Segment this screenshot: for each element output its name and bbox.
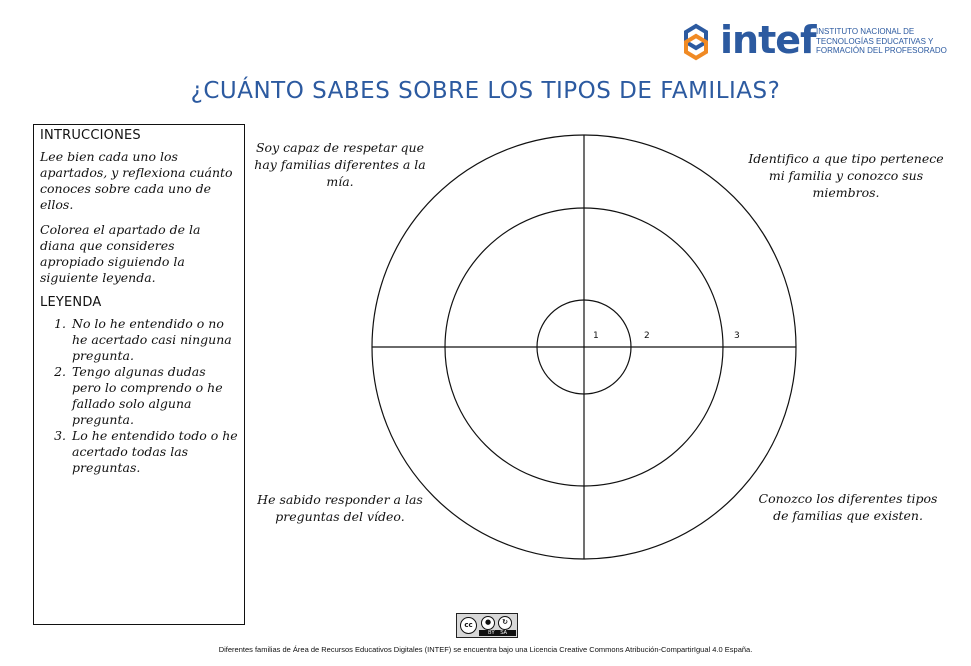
logo-brand: intef (720, 18, 816, 62)
cc-license-badge[interactable] (456, 613, 518, 638)
instructions-heading: INTRUCCIONES (40, 128, 141, 143)
cc-badge-bar (479, 630, 516, 636)
logo-line: TECNOLOGÍAS EDUCATIVAS Y (816, 36, 934, 46)
logo-subtitle (816, 27, 946, 56)
instructions-paragraph: Lee bien cada uno los apartados, y reflexiona cuánto conoces sobre cada uno de ellos. (40, 149, 233, 212)
legend-item: 1. No lo he entendido o no he acertado casi ninguna pregunta. (70, 316, 238, 364)
logo-line: INSTITUTO NACIONAL DE (816, 27, 915, 36)
intef-logo-mark-icon (676, 22, 716, 62)
ring-label-3: 3 (734, 331, 740, 341)
legend-item: 3. Lo he entendido todo o he acertado todas las preguntas. (70, 428, 238, 476)
self-assessment-target (370, 133, 798, 561)
quadrant-bottom-right-text: Conozco los diferentes tipos de familias que existen. (758, 491, 938, 523)
quadrant-top-right-text: Identifico a que tipo pertenece mi familia y conozco sus miembros. (748, 151, 944, 200)
legend-heading: LEYENDA (40, 295, 102, 310)
cc-by-label: BY (488, 630, 495, 636)
legend-list (40, 316, 238, 476)
instructions-box (33, 124, 245, 625)
instructions-paragraph: Colorea el apartado de la diana que consideres apropiado siguiendo la siguiente leyenda. (40, 222, 201, 285)
attribution-icon: ● (481, 616, 495, 630)
quadrant-top-left-text: Soy capaz de respetar que hay familias diferentes a la mía. (254, 140, 426, 189)
legend-item: 2. Tengo algunas dudas pero lo comprendo o he fallado solo alguna pregunta. (70, 364, 238, 428)
cc-icon: cc (460, 617, 477, 634)
page-title: ¿CUÁNTO SABES SOBRE LOS TIPOS DE FAMILIAS? (190, 78, 781, 104)
ring-label-1: 1 (593, 331, 599, 341)
intef-logo (676, 20, 946, 64)
cc-sa-label: SA (500, 630, 507, 636)
share-alike-icon: ↻ (498, 616, 512, 630)
quadrant-bottom-left-text: He sabido responder a las preguntas del vídeo. (257, 492, 423, 524)
license-footer: Diferentes familias de Área de Recursos Educativos Digitales (INTEF) se encuentra bajo una Licencia Creative Commons Atribución-CompartirIgual 4.0 España. (218, 645, 753, 654)
ring-label-2: 2 (644, 331, 650, 341)
logo-line: FORMACIÓN DEL PROFESORADO (816, 46, 947, 55)
